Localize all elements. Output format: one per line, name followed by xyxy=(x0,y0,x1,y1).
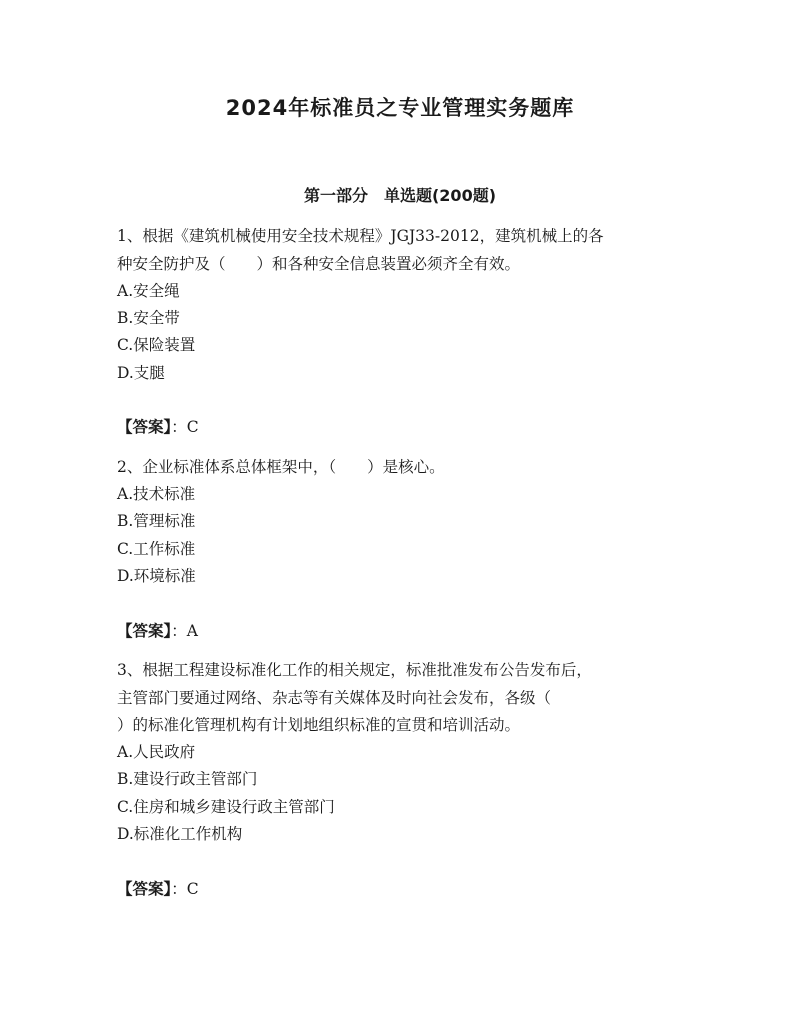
question-1-option-d: D.支腿 xyxy=(117,364,165,382)
question-1-option-c: C.保险装置 xyxy=(117,336,196,354)
question-2-answer xyxy=(117,621,198,641)
question-1-answer xyxy=(117,417,199,437)
answer-label: 【答案】 xyxy=(117,880,172,898)
question-3-option-a: A.人民政府 xyxy=(117,743,196,761)
question-1-stem-line-1: 1、根据《建筑机械使用安全技术规程》JGJ33-2012，建筑机械上的各 xyxy=(117,227,604,245)
section-heading: 第一部分 单选题(200题) xyxy=(303,186,497,205)
document-title: 2024年标准员之专业管理实务题库 xyxy=(225,96,575,120)
question-3-stem-line-3: ）的标准化管理机构有计划地组织标准的宣贯和培训活动。 xyxy=(117,716,521,734)
question-2-option-b: B.管理标准 xyxy=(117,512,196,530)
question-2-stem-line-1: 2、企业标准体系总体框架中，（ ）是核心。 xyxy=(117,458,445,476)
question-2-option-c: C.工作标准 xyxy=(117,540,196,558)
question-3-stem-line-2: 主管部门要通过网络、杂志等有关媒体及时向社会发布，各级（ xyxy=(117,689,552,707)
question-3-answer xyxy=(117,879,199,899)
question-1-option-a: A.安全绳 xyxy=(117,282,180,300)
question-1-stem-line-2: 种安全防护及（ ）和各种安全信息装置必须齐全有效。 xyxy=(117,255,521,273)
question-3-option-c: C.住房和城乡建设行政主管部门 xyxy=(117,798,335,816)
question-2-option-a: A.技术标准 xyxy=(117,485,196,503)
answer-label: 【答案】 xyxy=(117,622,172,640)
answer-value: ：A xyxy=(171,622,198,640)
question-2-option-d: D.环境标准 xyxy=(117,567,196,585)
question-3-stem-line-1: 3、根据工程建设标准化工作的相关规定，标准批准发布公告发布后， xyxy=(117,661,592,679)
question-3-option-d: D.标准化工作机构 xyxy=(117,825,243,843)
answer-value: ：C xyxy=(171,418,199,436)
answer-value: ：C xyxy=(171,880,199,898)
question-1-option-b: B.安全带 xyxy=(117,309,180,327)
answer-label: 【答案】 xyxy=(117,418,172,436)
question-3-option-b: B.建设行政主管部门 xyxy=(117,770,258,788)
